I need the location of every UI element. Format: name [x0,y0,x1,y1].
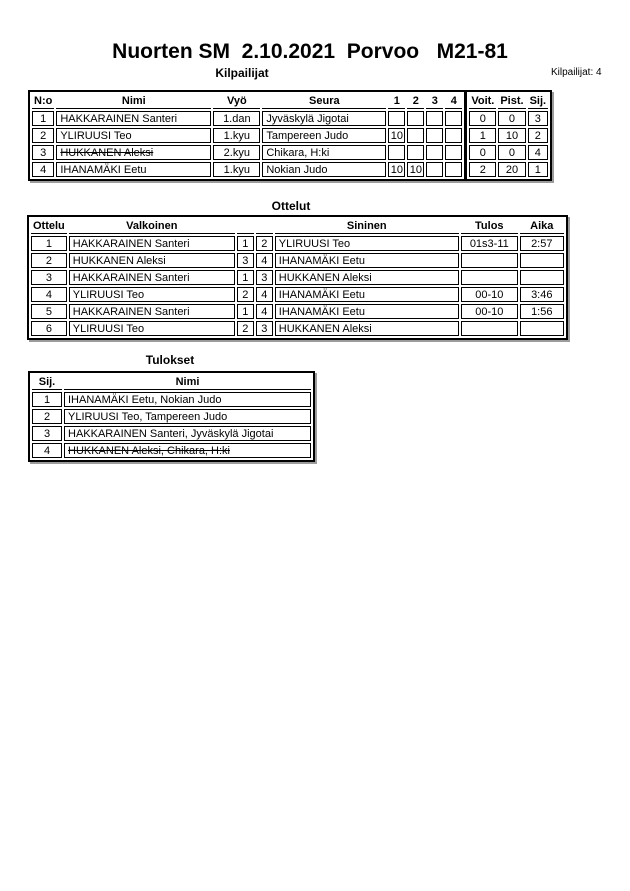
match-blue-name: YLIRUUSI Teo [275,236,459,251]
col-header-belt: Vyö [213,94,260,109]
competitor-summary-row [469,162,548,177]
competitor-club: Tampereen Judo [262,128,386,143]
competitor-belt: 2.kyu [213,145,260,160]
competitor-no: 1 [32,111,54,126]
competitor-round-1-score: 10 [388,128,405,143]
col-header-round-3: 3 [426,94,443,109]
competitor-no: 4 [32,162,54,177]
match-row [31,236,564,251]
col-header-result-name: Nimi [64,375,311,390]
result-row [32,443,311,458]
match-result [461,270,518,285]
match-white-number: 2 [237,321,254,336]
match-white-number: 1 [237,270,254,285]
competitor-name: IHANAMÄKI Eetu [56,162,211,177]
col-header-white-no [237,219,254,234]
competitors-table [28,90,552,181]
match-no: 1 [31,236,67,251]
col-header-club: Seura [262,94,386,109]
matches-group [27,215,568,340]
col-header-place: Sij. [529,95,547,107]
match-time: 1:56 [520,304,564,319]
competitor-name: HUKKANEN Aleksi [56,145,211,160]
match-time [520,321,564,336]
match-blue-number: 4 [256,287,273,302]
match-white-name: YLIRUUSI Teo [69,287,235,302]
match-blue-name: IHANAMÄKI Eetu [275,287,459,302]
competitor-row [32,111,462,126]
col-header-name: Nimi [56,94,211,109]
competitor-round-3-score [426,162,443,177]
competitor-round-1-score: 10 [388,162,405,177]
col-header-match-no: Ottelu [33,220,65,232]
match-time [520,253,564,268]
competitor-name: HAKKARAINEN Santeri [56,111,211,126]
competitor-row [32,128,462,143]
competitors-main-table [30,92,464,179]
col-header-round-1: 1 [388,94,405,109]
match-row [31,287,564,302]
match-white-number: 1 [237,304,254,319]
match-white-name: YLIRUUSI Teo [69,321,235,336]
match-blue-name: IHANAMÄKI Eetu [275,304,459,319]
competitor-place: 3 [528,111,549,126]
competitors-main-group [28,90,466,181]
match-blue-number: 4 [256,253,273,268]
match-result: 00-10 [461,304,518,319]
competitor-points: 0 [498,145,525,160]
match-no: 5 [31,304,67,319]
result-name: HUKKANEN Aleksi, Chikara, H:ki [64,443,311,458]
competitor-club: Nokian Judo [262,162,386,177]
results-group [28,371,315,462]
results-header-row [32,375,311,390]
match-blue-name: HUKKANEN Aleksi [275,321,459,336]
competitor-place: 4 [528,145,549,160]
match-blue-name: IHANAMÄKI Eetu [275,253,459,268]
col-header-result: Tulos [461,219,518,234]
match-row [31,253,564,268]
result-name: IHANAMÄKI Eetu, Nokian Judo [64,392,311,407]
match-white-name: HAKKARAINEN Santeri [69,236,235,251]
competitors-summary-table [467,92,550,179]
competitor-round-2-score [407,111,424,126]
competitor-club: Chikara, H:ki [262,145,386,160]
competitor-no: 3 [32,145,54,160]
competitor-round-1-score [388,145,405,160]
competitor-belt: 1.kyu [213,162,260,177]
result-place: 3 [32,426,62,441]
competitors-count: Kilpailijat: 4 [551,67,602,78]
competitor-round-1-score [388,111,405,126]
match-blue-number: 4 [256,304,273,319]
match-no: 2 [31,253,67,268]
competitor-wins: 2 [469,162,496,177]
result-row [32,409,311,424]
match-result: 01s3-11 [461,236,518,251]
competitor-points: 20 [498,162,525,177]
col-header-blue-no [256,219,273,234]
competitor-belt: 1.kyu [213,128,260,143]
match-result [461,321,518,336]
col-header-round-2: 2 [407,94,424,109]
results-inner-table [30,373,313,460]
match-row [31,304,564,319]
competitor-place: 1 [528,162,549,177]
match-white-name: HAKKARAINEN Santeri [69,270,235,285]
matches-header-row [31,219,564,234]
match-blue-name: HUKKANEN Aleksi [275,270,459,285]
match-white-number: 3 [237,253,254,268]
competitor-round-4-score [445,111,462,126]
competitors-summary-group [466,90,552,181]
competitor-round-4-score [445,145,462,160]
competitor-club: Jyväskylä Jigotai [262,111,386,126]
match-white-name: HAKKARAINEN Santeri [69,304,235,319]
competitor-summary-row [469,145,548,160]
result-name: YLIRUUSI Teo, Tampereen Judo [64,409,311,424]
competitor-round-4-score [445,128,462,143]
match-white-number: 1 [237,236,254,251]
results-section-title: Tulokset [145,353,195,367]
competitor-place: 2 [528,128,549,143]
col-header-white: Valkoinen [69,219,235,234]
competitor-round-3-score [426,111,443,126]
matches-table [27,215,568,340]
col-header-blue: Sininen [275,219,459,234]
competitor-row [32,162,462,177]
competitor-wins: 0 [469,145,496,160]
competitor-points: 0 [498,111,525,126]
matches-inner-table [29,217,566,338]
match-white-number: 2 [237,287,254,302]
match-no: 4 [31,287,67,302]
competitor-wins: 0 [469,111,496,126]
competitor-round-3-score [426,145,443,160]
match-time: 2:57 [520,236,564,251]
result-place: 4 [32,443,62,458]
results-table [28,371,315,462]
result-place: 2 [32,409,62,424]
match-result: 00-10 [461,287,518,302]
competitor-round-2-score [407,128,424,143]
col-header-result-place: Sij. [32,375,62,390]
match-row [31,270,564,285]
match-no: 3 [31,270,67,285]
match-blue-number: 3 [256,321,273,336]
match-white-name: HUKKANEN Aleksi [69,253,235,268]
result-row [32,392,311,407]
col-header-round-4: 4 [445,94,462,109]
competitor-row [32,145,462,160]
col-header-wins: Voit. [471,95,495,107]
competitor-belt: 1.dan [213,111,260,126]
competitor-no: 2 [32,128,54,143]
competitors-summary-header-row [469,94,548,109]
match-result [461,253,518,268]
competitors-section-title: Kilpailijat [215,66,269,80]
col-header-no: N:o [34,95,53,107]
match-time: 3:46 [520,287,564,302]
page-title: Nuorten SM 2.10.2021 Porvoo M21-81 [112,40,508,63]
competitor-round-4-score [445,162,462,177]
competitor-wins: 1 [469,128,496,143]
competitor-round-3-score [426,128,443,143]
match-time [520,270,564,285]
match-blue-number: 3 [256,270,273,285]
competitor-name: YLIRUUSI Teo [56,128,211,143]
competitor-summary-row [469,128,548,143]
match-row [31,321,564,336]
competitors-header-row [32,94,462,109]
col-header-time: Aika [520,219,564,234]
result-name: HAKKARAINEN Santeri, Jyväskylä Jigotai [64,426,311,441]
result-place: 1 [32,392,62,407]
match-no: 6 [31,321,67,336]
competitor-round-2-score [407,145,424,160]
matches-section-title: Ottelut [271,199,311,213]
match-blue-number: 2 [256,236,273,251]
col-header-points: Pist. [500,95,524,107]
competitor-points: 10 [498,128,525,143]
competitor-round-2-score: 10 [407,162,424,177]
competitor-summary-row [469,111,548,126]
result-row [32,426,311,441]
